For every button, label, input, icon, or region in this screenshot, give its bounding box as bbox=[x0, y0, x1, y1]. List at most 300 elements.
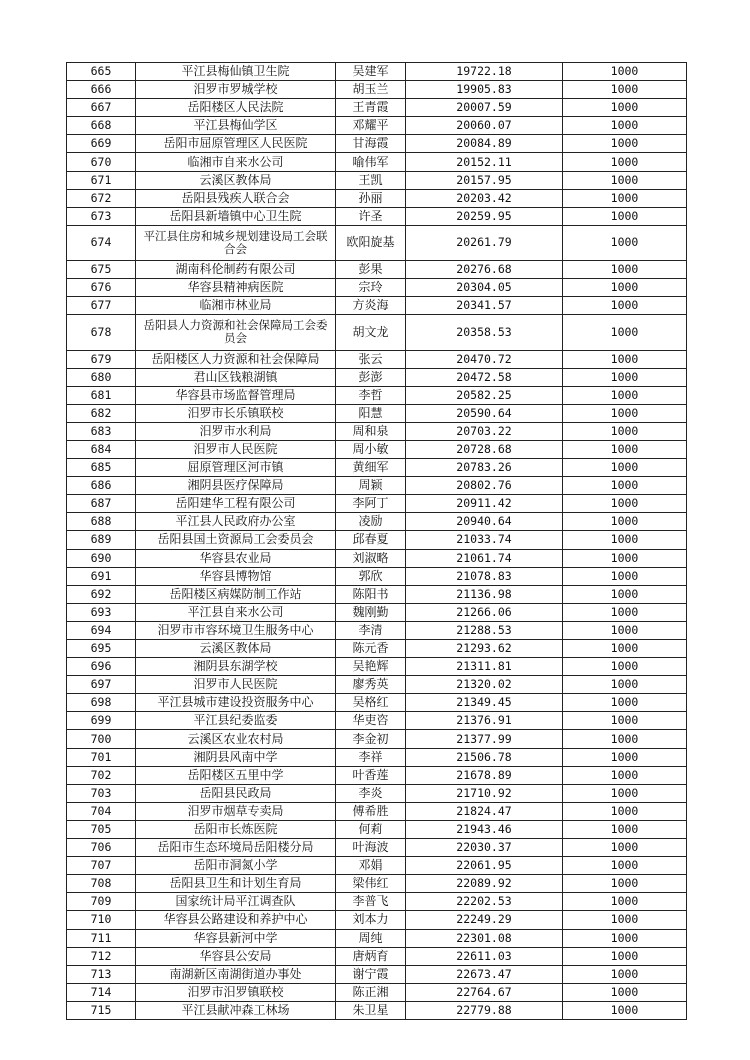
amount-cell: 20703.22 bbox=[406, 422, 563, 440]
name-cell: 叶香莲 bbox=[336, 766, 406, 784]
value-cell: 1000 bbox=[563, 171, 687, 189]
amount-cell: 20358.53 bbox=[406, 315, 563, 350]
name-cell: 黄细军 bbox=[336, 459, 406, 477]
unit-cell: 岳阳建华工程有限公司 bbox=[136, 495, 336, 513]
unit-cell: 汨罗市市容环境卫生服务中心 bbox=[136, 621, 336, 639]
amount-cell: 22249.29 bbox=[406, 911, 563, 929]
amount-cell: 20590.64 bbox=[406, 404, 563, 422]
amount-cell: 22301.08 bbox=[406, 929, 563, 947]
table-row bbox=[67, 893, 687, 911]
row-number-cell: 711 bbox=[67, 929, 136, 947]
unit-cell: 屈原管理区河市镇 bbox=[136, 459, 336, 477]
unit-cell: 汨罗市罗城学校 bbox=[136, 81, 336, 99]
unit-cell: 华容县市场监督管理局 bbox=[136, 386, 336, 404]
amount-cell: 21377.99 bbox=[406, 730, 563, 748]
table-row bbox=[67, 225, 687, 260]
name-cell: 胡玉兰 bbox=[336, 81, 406, 99]
row-number-cell: 679 bbox=[67, 350, 136, 368]
table-row bbox=[67, 676, 687, 694]
data-table bbox=[66, 62, 687, 1020]
row-number-cell: 692 bbox=[67, 585, 136, 603]
name-cell: 李阿丁 bbox=[336, 495, 406, 513]
name-cell: 傅希胜 bbox=[336, 802, 406, 820]
unit-cell: 华容县公安局 bbox=[136, 947, 336, 965]
unit-cell: 汨罗市汨罗镇联校 bbox=[136, 983, 336, 1001]
name-cell: 陈正湘 bbox=[336, 983, 406, 1001]
amount-cell: 21288.53 bbox=[406, 621, 563, 639]
row-number-cell: 669 bbox=[67, 135, 136, 153]
table-row bbox=[67, 567, 687, 585]
unit-cell: 岳阳市生态环境局岳阳楼分局 bbox=[136, 839, 336, 857]
value-cell: 1000 bbox=[563, 117, 687, 135]
name-cell: 彭果 bbox=[336, 261, 406, 279]
value-cell: 1000 bbox=[563, 839, 687, 857]
row-number-cell: 703 bbox=[67, 784, 136, 802]
name-cell: 魏刚勤 bbox=[336, 603, 406, 621]
value-cell: 1000 bbox=[563, 857, 687, 875]
table-row bbox=[67, 350, 687, 368]
table-row bbox=[67, 422, 687, 440]
amount-cell: 19905.83 bbox=[406, 81, 563, 99]
name-cell: 李炎 bbox=[336, 784, 406, 802]
name-cell: 邱春夏 bbox=[336, 531, 406, 549]
row-number-cell: 668 bbox=[67, 117, 136, 135]
unit-cell: 云溪区农业农村局 bbox=[136, 730, 336, 748]
name-cell: 李普飞 bbox=[336, 893, 406, 911]
table-row bbox=[67, 603, 687, 621]
table-row bbox=[67, 784, 687, 802]
row-number-cell: 690 bbox=[67, 549, 136, 567]
amount-cell: 20341.57 bbox=[406, 297, 563, 315]
amount-cell: 21033.74 bbox=[406, 531, 563, 549]
name-cell: 李祥 bbox=[336, 748, 406, 766]
unit-cell: 华容县精神病医院 bbox=[136, 279, 336, 297]
table-row bbox=[67, 802, 687, 820]
table-row bbox=[67, 297, 687, 315]
value-cell: 1000 bbox=[563, 730, 687, 748]
amount-cell: 22202.53 bbox=[406, 893, 563, 911]
unit-cell: 华容县博物馆 bbox=[136, 567, 336, 585]
name-cell: 彭澎 bbox=[336, 368, 406, 386]
value-cell: 1000 bbox=[563, 440, 687, 458]
table-row bbox=[67, 368, 687, 386]
value-cell: 1000 bbox=[563, 81, 687, 99]
row-number-cell: 677 bbox=[67, 297, 136, 315]
amount-cell: 22779.88 bbox=[406, 1001, 563, 1019]
amount-cell: 22611.03 bbox=[406, 947, 563, 965]
name-cell: 李哲 bbox=[336, 386, 406, 404]
row-number-cell: 674 bbox=[67, 225, 136, 260]
amount-cell: 21824.47 bbox=[406, 802, 563, 820]
row-number-cell: 714 bbox=[67, 983, 136, 1001]
unit-cell: 岳阳县残疾人联合会 bbox=[136, 189, 336, 207]
unit-cell: 岳阳县新墙镇中心卫生院 bbox=[136, 207, 336, 225]
amount-cell: 20304.05 bbox=[406, 279, 563, 297]
row-number-cell: 670 bbox=[67, 153, 136, 171]
table-row bbox=[67, 81, 687, 99]
row-number-cell: 710 bbox=[67, 911, 136, 929]
table-body bbox=[67, 63, 687, 1020]
name-cell: 喻伟军 bbox=[336, 153, 406, 171]
row-number-cell: 696 bbox=[67, 658, 136, 676]
value-cell: 1000 bbox=[563, 802, 687, 820]
amount-cell: 21943.46 bbox=[406, 820, 563, 838]
amount-cell: 20060.07 bbox=[406, 117, 563, 135]
name-cell: 唐炳育 bbox=[336, 947, 406, 965]
unit-cell: 岳阳市屈原管理区人民医院 bbox=[136, 135, 336, 153]
name-cell: 陈阳书 bbox=[336, 585, 406, 603]
name-cell: 周纯 bbox=[336, 929, 406, 947]
table-row bbox=[67, 1001, 687, 1019]
row-number-cell: 712 bbox=[67, 947, 136, 965]
row-number-cell: 671 bbox=[67, 171, 136, 189]
table-row bbox=[67, 658, 687, 676]
unit-cell: 岳阳县国土资源局工会委员会 bbox=[136, 531, 336, 549]
value-cell: 1000 bbox=[563, 911, 687, 929]
row-number-cell: 683 bbox=[67, 422, 136, 440]
unit-cell: 云溪区教体局 bbox=[136, 640, 336, 658]
value-cell: 1000 bbox=[563, 386, 687, 404]
table-row bbox=[67, 315, 687, 350]
unit-cell: 平江县梅仙镇卫生院 bbox=[136, 63, 336, 81]
name-cell: 周和泉 bbox=[336, 422, 406, 440]
value-cell: 1000 bbox=[563, 261, 687, 279]
amount-cell: 22061.95 bbox=[406, 857, 563, 875]
table-row bbox=[67, 857, 687, 875]
row-number-cell: 665 bbox=[67, 63, 136, 81]
name-cell: 邓娟 bbox=[336, 857, 406, 875]
row-number-cell: 682 bbox=[67, 404, 136, 422]
amount-cell: 20276.68 bbox=[406, 261, 563, 279]
value-cell: 1000 bbox=[563, 1001, 687, 1019]
amount-cell: 21311.81 bbox=[406, 658, 563, 676]
document-page bbox=[66, 62, 686, 1020]
unit-cell: 岳阳楼区人力资源和社会保障局 bbox=[136, 350, 336, 368]
name-cell: 阳慧 bbox=[336, 404, 406, 422]
row-number-cell: 715 bbox=[67, 1001, 136, 1019]
value-cell: 1000 bbox=[563, 893, 687, 911]
amount-cell: 20911.42 bbox=[406, 495, 563, 513]
row-number-cell: 684 bbox=[67, 440, 136, 458]
table-row bbox=[67, 694, 687, 712]
row-number-cell: 697 bbox=[67, 676, 136, 694]
row-number-cell: 680 bbox=[67, 368, 136, 386]
row-number-cell: 698 bbox=[67, 694, 136, 712]
table-row bbox=[67, 171, 687, 189]
name-cell: 胡文龙 bbox=[336, 315, 406, 350]
name-cell: 陈元香 bbox=[336, 640, 406, 658]
unit-cell: 岳阳市长炼医院 bbox=[136, 820, 336, 838]
value-cell: 1000 bbox=[563, 676, 687, 694]
row-number-cell: 705 bbox=[67, 820, 136, 838]
value-cell: 1000 bbox=[563, 531, 687, 549]
value-cell: 1000 bbox=[563, 368, 687, 386]
amount-cell: 21078.83 bbox=[406, 567, 563, 585]
value-cell: 1000 bbox=[563, 947, 687, 965]
unit-cell: 岳阳楼区病媒防制工作站 bbox=[136, 585, 336, 603]
unit-cell: 湖南科伦制药有限公司 bbox=[136, 261, 336, 279]
value-cell: 1000 bbox=[563, 422, 687, 440]
table-row bbox=[67, 495, 687, 513]
amount-cell: 20940.64 bbox=[406, 513, 563, 531]
unit-cell: 华容县新河中学 bbox=[136, 929, 336, 947]
name-cell: 王青霞 bbox=[336, 99, 406, 117]
table-row bbox=[67, 965, 687, 983]
table-row bbox=[67, 207, 687, 225]
value-cell: 1000 bbox=[563, 929, 687, 947]
unit-cell: 平江县自来水公司 bbox=[136, 603, 336, 621]
row-number-cell: 706 bbox=[67, 839, 136, 857]
name-cell: 吴格红 bbox=[336, 694, 406, 712]
amount-cell: 20203.42 bbox=[406, 189, 563, 207]
row-number-cell: 672 bbox=[67, 189, 136, 207]
value-cell: 1000 bbox=[563, 820, 687, 838]
amount-cell: 20783.26 bbox=[406, 459, 563, 477]
row-number-cell: 700 bbox=[67, 730, 136, 748]
value-cell: 1000 bbox=[563, 875, 687, 893]
row-number-cell: 687 bbox=[67, 495, 136, 513]
name-cell: 王凯 bbox=[336, 171, 406, 189]
amount-cell: 20157.95 bbox=[406, 171, 563, 189]
name-cell: 梁伟红 bbox=[336, 875, 406, 893]
value-cell: 1000 bbox=[563, 315, 687, 350]
unit-cell: 云溪区教体局 bbox=[136, 171, 336, 189]
row-number-cell: 713 bbox=[67, 965, 136, 983]
value-cell: 1000 bbox=[563, 225, 687, 260]
table-row bbox=[67, 261, 687, 279]
unit-cell: 平江县纪委监委 bbox=[136, 712, 336, 730]
amount-cell: 20582.25 bbox=[406, 386, 563, 404]
row-number-cell: 695 bbox=[67, 640, 136, 658]
amount-cell: 20259.95 bbox=[406, 207, 563, 225]
value-cell: 1000 bbox=[563, 99, 687, 117]
table-row bbox=[67, 585, 687, 603]
value-cell: 1000 bbox=[563, 153, 687, 171]
name-cell: 邓耀平 bbox=[336, 117, 406, 135]
table-row bbox=[67, 531, 687, 549]
name-cell: 方炎海 bbox=[336, 297, 406, 315]
name-cell: 李金初 bbox=[336, 730, 406, 748]
unit-cell: 湘阴县东湖学校 bbox=[136, 658, 336, 676]
unit-cell: 汨罗市水利局 bbox=[136, 422, 336, 440]
amount-cell: 22030.37 bbox=[406, 839, 563, 857]
unit-cell: 汨罗市长乐镇联校 bbox=[136, 404, 336, 422]
unit-cell: 湘阴县风南中学 bbox=[136, 748, 336, 766]
row-number-cell: 666 bbox=[67, 81, 136, 99]
row-number-cell: 678 bbox=[67, 315, 136, 350]
value-cell: 1000 bbox=[563, 513, 687, 531]
unit-cell: 国家统计局平江调查队 bbox=[136, 893, 336, 911]
table-row bbox=[67, 929, 687, 947]
amount-cell: 21710.92 bbox=[406, 784, 563, 802]
row-number-cell: 667 bbox=[67, 99, 136, 117]
row-number-cell: 704 bbox=[67, 802, 136, 820]
amount-cell: 21061.74 bbox=[406, 549, 563, 567]
row-number-cell: 676 bbox=[67, 279, 136, 297]
value-cell: 1000 bbox=[563, 404, 687, 422]
value-cell: 1000 bbox=[563, 712, 687, 730]
value-cell: 1000 bbox=[563, 477, 687, 495]
value-cell: 1000 bbox=[563, 603, 687, 621]
value-cell: 1000 bbox=[563, 495, 687, 513]
value-cell: 1000 bbox=[563, 207, 687, 225]
table-row bbox=[67, 459, 687, 477]
value-cell: 1000 bbox=[563, 658, 687, 676]
value-cell: 1000 bbox=[563, 350, 687, 368]
table-row bbox=[67, 730, 687, 748]
name-cell: 孙丽 bbox=[336, 189, 406, 207]
amount-cell: 21293.62 bbox=[406, 640, 563, 658]
amount-cell: 21266.06 bbox=[406, 603, 563, 621]
unit-cell: 岳阳县民政局 bbox=[136, 784, 336, 802]
unit-cell: 华容县农业局 bbox=[136, 549, 336, 567]
amount-cell: 20007.59 bbox=[406, 99, 563, 117]
amount-cell: 20802.76 bbox=[406, 477, 563, 495]
value-cell: 1000 bbox=[563, 784, 687, 802]
value-cell: 1000 bbox=[563, 965, 687, 983]
unit-cell: 临湘市林业局 bbox=[136, 297, 336, 315]
name-cell: 吴艳辉 bbox=[336, 658, 406, 676]
unit-cell: 岳阳楼区人民法院 bbox=[136, 99, 336, 117]
table-row bbox=[67, 135, 687, 153]
row-number-cell: 701 bbox=[67, 748, 136, 766]
name-cell: 李清 bbox=[336, 621, 406, 639]
amount-cell: 20152.11 bbox=[406, 153, 563, 171]
table-row bbox=[67, 712, 687, 730]
table-row bbox=[67, 189, 687, 207]
name-cell: 甘海霞 bbox=[336, 135, 406, 153]
table-row bbox=[67, 63, 687, 81]
name-cell: 吴建军 bbox=[336, 63, 406, 81]
amount-cell: 20261.79 bbox=[406, 225, 563, 260]
row-number-cell: 691 bbox=[67, 567, 136, 585]
value-cell: 1000 bbox=[563, 279, 687, 297]
name-cell: 何莉 bbox=[336, 820, 406, 838]
name-cell: 周小敏 bbox=[336, 440, 406, 458]
table-row bbox=[67, 153, 687, 171]
row-number-cell: 708 bbox=[67, 875, 136, 893]
value-cell: 1000 bbox=[563, 983, 687, 1001]
name-cell: 凌励 bbox=[336, 513, 406, 531]
table-row bbox=[67, 947, 687, 965]
value-cell: 1000 bbox=[563, 694, 687, 712]
table-row bbox=[67, 640, 687, 658]
unit-cell: 湘阴县医疗保障局 bbox=[136, 477, 336, 495]
unit-cell: 华容县公路建设和养护中心 bbox=[136, 911, 336, 929]
amount-cell: 21349.45 bbox=[406, 694, 563, 712]
value-cell: 1000 bbox=[563, 621, 687, 639]
unit-cell: 君山区钱粮湖镇 bbox=[136, 368, 336, 386]
name-cell: 谢宁霞 bbox=[336, 965, 406, 983]
unit-cell: 南湖新区南湖街道办事处 bbox=[136, 965, 336, 983]
name-cell: 刘淑略 bbox=[336, 549, 406, 567]
table-row bbox=[67, 99, 687, 117]
table-row bbox=[67, 279, 687, 297]
table-row bbox=[67, 839, 687, 857]
table-row bbox=[67, 820, 687, 838]
unit-cell: 汨罗市人民医院 bbox=[136, 676, 336, 694]
row-number-cell: 694 bbox=[67, 621, 136, 639]
name-cell: 张云 bbox=[336, 350, 406, 368]
name-cell: 欧阳旋基 bbox=[336, 225, 406, 260]
name-cell: 郭欣 bbox=[336, 567, 406, 585]
row-number-cell: 689 bbox=[67, 531, 136, 549]
amount-cell: 21678.89 bbox=[406, 766, 563, 784]
row-number-cell: 709 bbox=[67, 893, 136, 911]
amount-cell: 19722.18 bbox=[406, 63, 563, 81]
value-cell: 1000 bbox=[563, 567, 687, 585]
value-cell: 1000 bbox=[563, 459, 687, 477]
amount-cell: 20470.72 bbox=[406, 350, 563, 368]
unit-cell: 平江县人民政府办公室 bbox=[136, 513, 336, 531]
unit-cell: 汨罗市烟草专卖局 bbox=[136, 802, 336, 820]
table-row bbox=[67, 440, 687, 458]
table-row bbox=[67, 513, 687, 531]
table-row bbox=[67, 983, 687, 1001]
amount-cell: 22673.47 bbox=[406, 965, 563, 983]
unit-cell: 岳阳市洞氮小学 bbox=[136, 857, 336, 875]
name-cell: 刘本力 bbox=[336, 911, 406, 929]
table-row bbox=[67, 766, 687, 784]
amount-cell: 21320.02 bbox=[406, 676, 563, 694]
value-cell: 1000 bbox=[563, 640, 687, 658]
amount-cell: 20472.58 bbox=[406, 368, 563, 386]
row-number-cell: 675 bbox=[67, 261, 136, 279]
name-cell: 华吏咨 bbox=[336, 712, 406, 730]
value-cell: 1000 bbox=[563, 297, 687, 315]
unit-cell: 岳阳楼区五里中学 bbox=[136, 766, 336, 784]
row-number-cell: 688 bbox=[67, 513, 136, 531]
table-row bbox=[67, 404, 687, 422]
table-row bbox=[67, 911, 687, 929]
table-row bbox=[67, 621, 687, 639]
unit-cell: 临湘市自来水公司 bbox=[136, 153, 336, 171]
value-cell: 1000 bbox=[563, 189, 687, 207]
table-row bbox=[67, 117, 687, 135]
unit-cell: 平江县献冲森工林场 bbox=[136, 1001, 336, 1019]
name-cell: 朱卫星 bbox=[336, 1001, 406, 1019]
value-cell: 1000 bbox=[563, 135, 687, 153]
row-number-cell: 693 bbox=[67, 603, 136, 621]
value-cell: 1000 bbox=[563, 549, 687, 567]
table-row bbox=[67, 748, 687, 766]
name-cell: 宗玲 bbox=[336, 279, 406, 297]
value-cell: 1000 bbox=[563, 766, 687, 784]
value-cell: 1000 bbox=[563, 585, 687, 603]
amount-cell: 20728.68 bbox=[406, 440, 563, 458]
amount-cell: 22089.92 bbox=[406, 875, 563, 893]
unit-cell: 平江县城市建设投资服务中心 bbox=[136, 694, 336, 712]
row-number-cell: 681 bbox=[67, 386, 136, 404]
unit-cell: 岳阳县人力资源和社会保障局工会委员会 bbox=[136, 315, 336, 350]
name-cell: 叶海波 bbox=[336, 839, 406, 857]
row-number-cell: 699 bbox=[67, 712, 136, 730]
value-cell: 1000 bbox=[563, 63, 687, 81]
amount-cell: 22764.67 bbox=[406, 983, 563, 1001]
table-row bbox=[67, 477, 687, 495]
amount-cell: 21136.98 bbox=[406, 585, 563, 603]
unit-cell: 平江县住房和城乡规划建设局工会联合会 bbox=[136, 225, 336, 260]
amount-cell: 21506.78 bbox=[406, 748, 563, 766]
unit-cell: 岳阳县卫生和计划生育局 bbox=[136, 875, 336, 893]
row-number-cell: 707 bbox=[67, 857, 136, 875]
amount-cell: 21376.91 bbox=[406, 712, 563, 730]
row-number-cell: 702 bbox=[67, 766, 136, 784]
row-number-cell: 673 bbox=[67, 207, 136, 225]
name-cell: 周颖 bbox=[336, 477, 406, 495]
unit-cell: 汨罗市人民医院 bbox=[136, 440, 336, 458]
table-row bbox=[67, 549, 687, 567]
